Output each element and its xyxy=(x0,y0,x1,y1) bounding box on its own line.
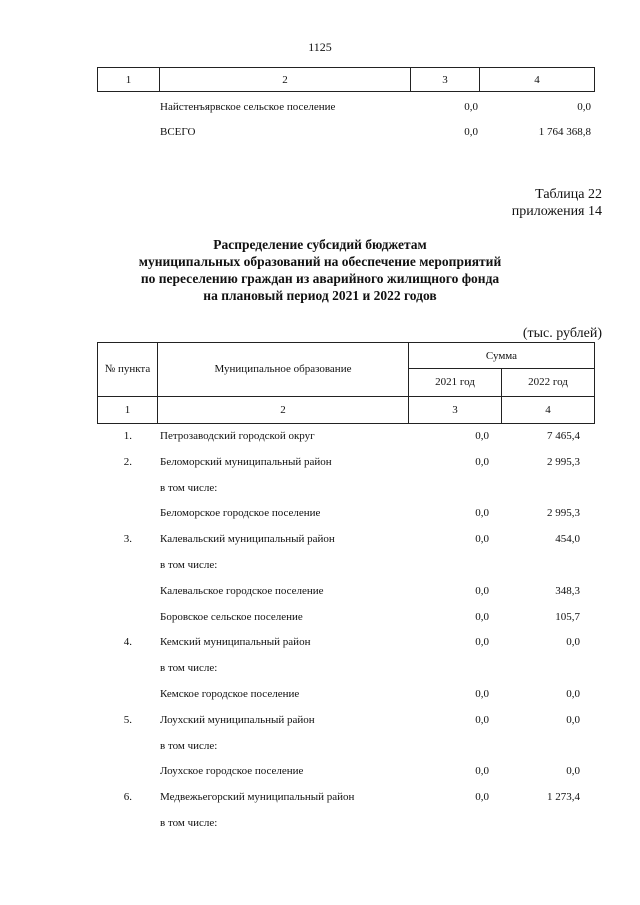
row-number: 4. xyxy=(123,636,132,649)
row-name: в том числе: xyxy=(160,559,218,571)
row-value-2022: 454,0 xyxy=(555,533,580,546)
row-name: в том числе: xyxy=(160,662,218,675)
row-value-2021: 0,0 xyxy=(475,791,489,804)
title-line: по переселению граждан из аварийного жилищного фонда xyxy=(140,271,500,286)
row-name: Лоухское городское поселение xyxy=(160,765,304,778)
row-name: ВСЕГО xyxy=(160,126,196,138)
title-line: муниципальных образований на обеспечение мероприятий xyxy=(138,254,502,269)
row-name: Лоухский муниципальный район xyxy=(160,713,315,726)
col-num-2: 2 xyxy=(160,68,411,92)
header-sum: Сумма xyxy=(409,343,595,369)
row-value-2022: 1 273,4 xyxy=(547,791,580,804)
row-value-2021: 0,0 xyxy=(464,101,478,113)
main-table-header xyxy=(97,342,595,424)
top-table-header xyxy=(97,67,595,92)
row-name: Калевальский муниципальный район xyxy=(160,533,335,546)
row-value-2021: 0,0 xyxy=(475,507,489,520)
row-name: Беломорский муниципальный район xyxy=(160,455,332,468)
header-municipality: Муниципальное образование xyxy=(158,343,409,397)
row-value-2021: 0,0 xyxy=(475,636,489,649)
col-num-4: 4 xyxy=(502,396,595,423)
row-value-2021: 0,0 xyxy=(475,455,489,468)
row-value-2021: 0,0 xyxy=(475,610,489,623)
row-value-2021: 0,0 xyxy=(464,126,478,138)
row-number: 5. xyxy=(123,713,132,726)
row-value-2022: 348,3 xyxy=(555,584,580,597)
title-line: на плановый период 2021 и 2022 годов xyxy=(203,288,437,303)
row-value-2022: 7 465,4 xyxy=(547,430,580,442)
col-num-3: 3 xyxy=(411,68,480,92)
row-number: 6. xyxy=(123,791,132,804)
header-item-number: № пункта xyxy=(98,343,158,397)
row-value-2022: 0,0 xyxy=(566,688,580,700)
row-value-2021: 0,0 xyxy=(475,533,489,546)
col-num-3: 3 xyxy=(409,396,502,423)
page-number: 1125 xyxy=(308,40,332,54)
row-name: Медвежьегорский муниципальный район xyxy=(160,791,355,804)
row-name: Беломорское городское поселение xyxy=(160,507,321,520)
row-value-2022: 0,0 xyxy=(577,101,591,113)
row-value-2022: 0,0 xyxy=(566,713,580,726)
row-name: Кемский муниципальный район xyxy=(160,636,311,649)
caption-line: Таблица 22 xyxy=(535,187,602,202)
col-num-1: 1 xyxy=(98,396,158,423)
header-year-2021: 2021 год xyxy=(409,369,502,396)
row-value-2022: 0,0 xyxy=(566,636,580,649)
row-value-2022: 1 764 368,8 xyxy=(538,126,591,138)
document-title xyxy=(0,236,640,304)
row-value-2022: 105,7 xyxy=(555,610,580,623)
row-value-2021: 0,0 xyxy=(475,765,489,778)
row-name: Боровское сельское поселение xyxy=(160,610,303,623)
row-value-2021: 0,0 xyxy=(475,430,489,442)
row-value-2021: 0,0 xyxy=(475,688,489,700)
row-value-2022: 2 995,3 xyxy=(547,507,580,520)
row-name: в том числе: xyxy=(160,739,218,752)
header-year-2022: 2022 год xyxy=(502,369,595,396)
row-value-2021: 0,0 xyxy=(475,584,489,597)
row-name: Петрозаводский городской округ xyxy=(160,430,315,442)
row-number: 1. xyxy=(123,430,132,442)
row-name: Калевальское городское поселение xyxy=(160,584,324,597)
units-label: (тыс. рублей) xyxy=(522,326,602,341)
row-name: Найстенъярвское сельское поселение xyxy=(160,101,336,113)
caption-line: приложения 14 xyxy=(511,204,602,219)
col-num-4: 4 xyxy=(480,68,595,92)
row-number: 2. xyxy=(123,455,132,468)
title-line: Распределение субсидий бюджетам xyxy=(213,237,427,252)
row-name: Кемское городское поселение xyxy=(160,688,300,700)
col-num-2: 2 xyxy=(158,396,409,423)
row-value-2022: 0,0 xyxy=(566,765,580,778)
row-number: 3. xyxy=(123,533,132,546)
table-caption xyxy=(512,186,602,220)
row-name: в том числе: xyxy=(160,817,218,829)
row-value-2021: 0,0 xyxy=(475,713,489,726)
col-num-1: 1 xyxy=(98,68,160,92)
row-name: в том числе: xyxy=(160,481,218,494)
row-value-2022: 2 995,3 xyxy=(547,455,580,468)
